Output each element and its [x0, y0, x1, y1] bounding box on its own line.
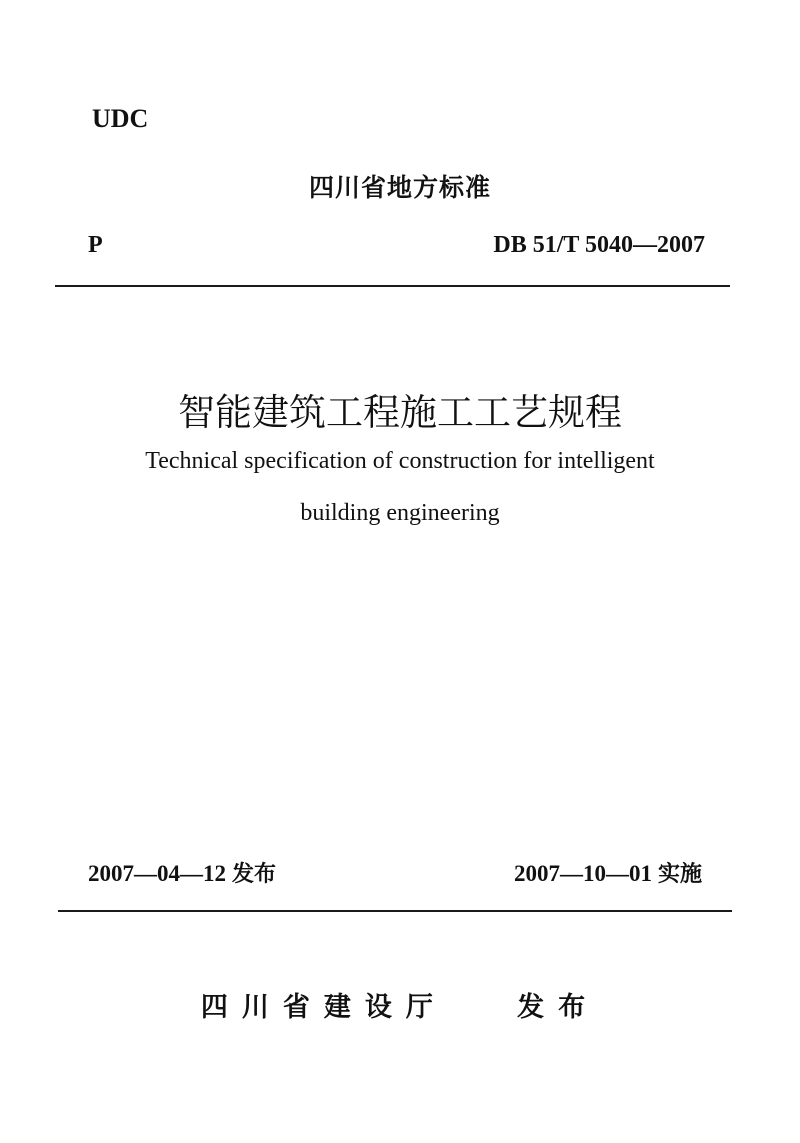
title-chinese: 智能建筑工程施工工艺规程: [178, 391, 622, 434]
bottom-divider: [58, 910, 732, 912]
publisher-block: [0, 985, 800, 1024]
effective-date-block: [514, 857, 702, 888]
standard-number: DB 51/T 5040—2007: [493, 232, 705, 258]
issue-date: 2007—04—12: [88, 861, 226, 886]
issue-label: 发布: [232, 862, 277, 887]
standard-type: 四川省地方标准: [308, 173, 491, 202]
classification-code: P: [88, 232, 103, 258]
publisher-action: 发布: [517, 992, 600, 1023]
title-english-line-2: building engineering: [300, 500, 500, 526]
effective-label: 实施: [657, 862, 702, 887]
top-divider: [55, 285, 730, 287]
effective-date: 2007—10—01: [513, 861, 652, 886]
issue-date-block: [88, 857, 276, 888]
title-english-line-1: Technical specification of construction for intelligent: [145, 448, 655, 474]
publisher-name: 四川省建设厅: [200, 992, 447, 1023]
udc-label: UDC: [92, 104, 149, 133]
